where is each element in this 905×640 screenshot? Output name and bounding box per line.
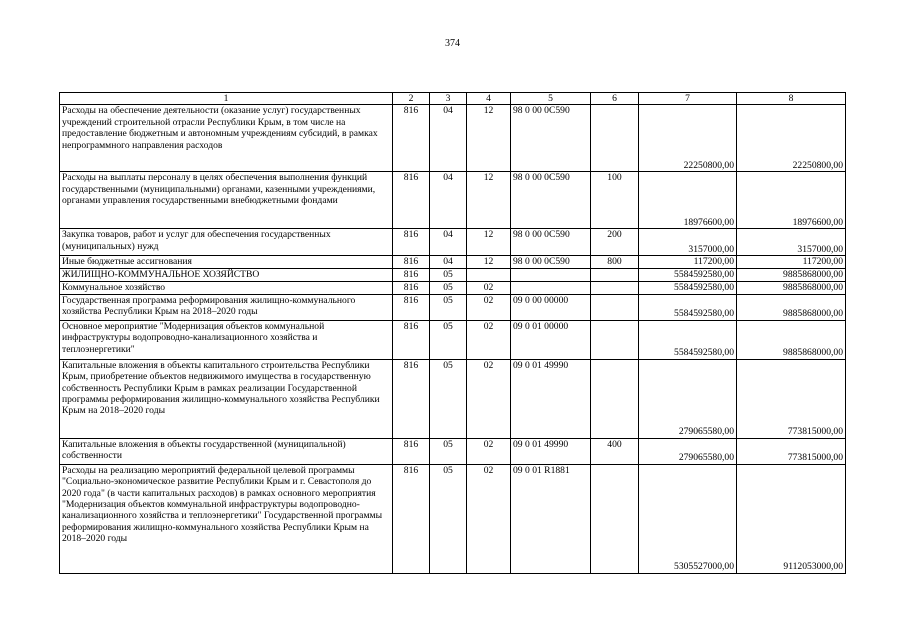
row-expense-type-cell: 400	[591, 438, 639, 464]
row-name-cell: Закупка товаров, работ и услуг для обеспечения государственных (муниципальных) нужд	[60, 229, 393, 256]
row-target-code-cell: 09 0 01 49990	[511, 359, 591, 438]
row-target-code-cell: 09 0 00 00000	[511, 294, 591, 320]
row-grbs-cell: 816	[393, 320, 430, 359]
row-section-cell: 05	[430, 438, 467, 464]
table-row	[60, 281, 846, 294]
row-name-cell: Иные бюджетные ассигнования	[60, 256, 393, 268]
row-subsection-cell	[467, 268, 511, 281]
row-sum-2020-cell: 773815000,00	[737, 438, 846, 464]
row-name-cell: Расходы на выплаты персоналу в целях обеспечения выполнения функций государственными (муниципальными) органами, казенными учреждениями, органами управления государственными внебюджетными фондами	[60, 172, 393, 229]
budget-table	[59, 92, 846, 574]
row-subsection-cell: 02	[467, 294, 511, 320]
row-section-cell: 05	[430, 359, 467, 438]
row-target-code-cell: 09 0 01 R1881	[511, 464, 591, 573]
row-section-cell: 04	[430, 229, 467, 256]
row-subsection-cell: 02	[467, 320, 511, 359]
row-grbs-cell: 816	[393, 359, 430, 438]
row-sum-2019-cell: 5584592580,00	[639, 281, 737, 294]
row-expense-type-cell: 100	[591, 172, 639, 229]
row-sum-2020-cell: 9885868000,00	[737, 268, 846, 281]
table-row	[60, 105, 846, 172]
row-sum-2019-cell: 5584592580,00	[639, 268, 737, 281]
table-row	[60, 464, 846, 573]
table-row	[60, 268, 846, 281]
row-sum-2020-cell: 3157000,00	[737, 229, 846, 256]
header-col-4: 4	[467, 93, 511, 105]
row-sum-2020-cell: 9885868000,00	[737, 294, 846, 320]
row-sum-2020-cell: 22250800,00	[737, 105, 846, 172]
row-expense-type-cell	[591, 105, 639, 172]
row-name-cell: Капитальные вложения в объекты государственной (муниципальной) собственности	[60, 438, 393, 464]
row-sum-2019-cell: 18976600,00	[639, 172, 737, 229]
row-expense-type-cell	[591, 294, 639, 320]
row-target-code-cell: 98 0 00 0С590	[511, 229, 591, 256]
row-section-cell: 05	[430, 268, 467, 281]
row-name-cell: Капитальные вложения в объекты капитального строительства Республики Крым, приобретение объектов недвижимого имущества в государственную собственность Республики Крым в рамках реализации Государственной программы реформирования жилищно-коммунального хозяйства Республики Крым на 2018–2020 годы	[60, 359, 393, 438]
row-sum-2020-cell: 9885868000,00	[737, 281, 846, 294]
row-grbs-cell: 816	[393, 438, 430, 464]
row-expense-type-cell	[591, 464, 639, 573]
row-subsection-cell: 02	[467, 281, 511, 294]
row-section-cell: 04	[430, 256, 467, 268]
row-subsection-cell: 12	[467, 229, 511, 256]
row-name-cell: Расходы на реализацию мероприятий федеральной целевой программы "Социально-экономическое развитие Республики Крым и г. Севастополя до 2020 года" (в части капитальных расходов) в рамках основного мероприятия "Модернизация объектов коммунальной инфраструктуры водопроводно-канализационного хозяйства и теплоэнергетики" Государственной программы реформирования жилищно-коммунального хозяйства Республики Крым на 2018–2020 годы	[60, 464, 393, 573]
table-row	[60, 438, 846, 464]
row-grbs-cell: 816	[393, 256, 430, 268]
row-sum-2019-cell: 5305527000,00	[639, 464, 737, 573]
row-sum-2020-cell: 9885868000,00	[737, 320, 846, 359]
row-expense-type-cell	[591, 359, 639, 438]
row-sum-2020-cell: 9112053000,00	[737, 464, 846, 573]
row-sum-2019-cell: 5584592580,00	[639, 320, 737, 359]
table-row	[60, 172, 846, 229]
table-row	[60, 320, 846, 359]
row-expense-type-cell	[591, 281, 639, 294]
row-name-cell: ЖИЛИЩНО-КОММУНАЛЬНОЕ ХОЗЯЙСТВО	[60, 268, 393, 281]
header-col-7: 7	[639, 93, 737, 105]
table-row	[60, 256, 846, 268]
row-name-cell: Государственная программа реформирования жилищно-коммунального хозяйства Республики Крым на 2018–2020 годы	[60, 294, 393, 320]
row-grbs-cell: 816	[393, 281, 430, 294]
row-subsection-cell: 12	[467, 256, 511, 268]
table-body	[60, 93, 846, 574]
row-name-cell: Расходы на обеспечение деятельности (оказание услуг) государственных учреждений строительной отрасли Республики Крым, в том числе на предоставление бюджетным и автономным учреждениям субсидий, в рамках непрограммного направления расходов	[60, 105, 393, 172]
header-col-1: 1	[60, 93, 393, 105]
header-col-3: 3	[430, 93, 467, 105]
row-grbs-cell: 816	[393, 294, 430, 320]
row-sum-2019-cell: 22250800,00	[639, 105, 737, 172]
row-sum-2020-cell: 773815000,00	[737, 359, 846, 438]
row-target-code-cell: 98 0 00 0С590	[511, 172, 591, 229]
header-col-2: 2	[393, 93, 430, 105]
header-col-8: 8	[737, 93, 846, 105]
table-row	[60, 359, 846, 438]
row-grbs-cell: 816	[393, 464, 430, 573]
row-expense-type-cell	[591, 320, 639, 359]
table-row	[60, 229, 846, 256]
row-section-cell: 05	[430, 320, 467, 359]
row-grbs-cell: 816	[393, 268, 430, 281]
row-section-cell: 04	[430, 172, 467, 229]
row-name-cell: Коммунальное хозяйство	[60, 281, 393, 294]
row-sum-2020-cell: 117200,00	[737, 256, 846, 268]
row-expense-type-cell: 800	[591, 256, 639, 268]
page-number: 374	[445, 38, 460, 49]
row-sum-2019-cell: 279065580,00	[639, 438, 737, 464]
row-sum-2019-cell: 3157000,00	[639, 229, 737, 256]
row-target-code-cell: 98 0 00 0С590	[511, 256, 591, 268]
row-target-code-cell	[511, 268, 591, 281]
row-sum-2019-cell: 279065580,00	[639, 359, 737, 438]
row-grbs-cell: 816	[393, 105, 430, 172]
header-col-6: 6	[591, 93, 639, 105]
row-grbs-cell: 816	[393, 229, 430, 256]
row-sum-2019-cell: 117200,00	[639, 256, 737, 268]
table-row	[60, 294, 846, 320]
row-subsection-cell: 02	[467, 359, 511, 438]
row-sum-2020-cell: 18976600,00	[737, 172, 846, 229]
row-expense-type-cell	[591, 268, 639, 281]
row-section-cell: 05	[430, 464, 467, 573]
row-target-code-cell: 09 0 01 00000	[511, 320, 591, 359]
row-target-code-cell	[511, 281, 591, 294]
row-subsection-cell: 02	[467, 438, 511, 464]
row-subsection-cell: 12	[467, 105, 511, 172]
row-grbs-cell: 816	[393, 172, 430, 229]
row-section-cell: 05	[430, 294, 467, 320]
row-expense-type-cell: 200	[591, 229, 639, 256]
header-col-5: 5	[511, 93, 591, 105]
row-target-code-cell: 98 0 00 0С590	[511, 105, 591, 172]
row-section-cell: 05	[430, 281, 467, 294]
row-target-code-cell: 09 0 01 49990	[511, 438, 591, 464]
header-row	[60, 93, 846, 105]
row-subsection-cell: 02	[467, 464, 511, 573]
row-sum-2019-cell: 5584592580,00	[639, 294, 737, 320]
row-name-cell: Основное мероприятие "Модернизация объектов коммунальной инфраструктуры водопроводно-канализационного хозяйства и теплоэнергетики"	[60, 320, 393, 359]
row-section-cell: 04	[430, 105, 467, 172]
row-subsection-cell: 12	[467, 172, 511, 229]
